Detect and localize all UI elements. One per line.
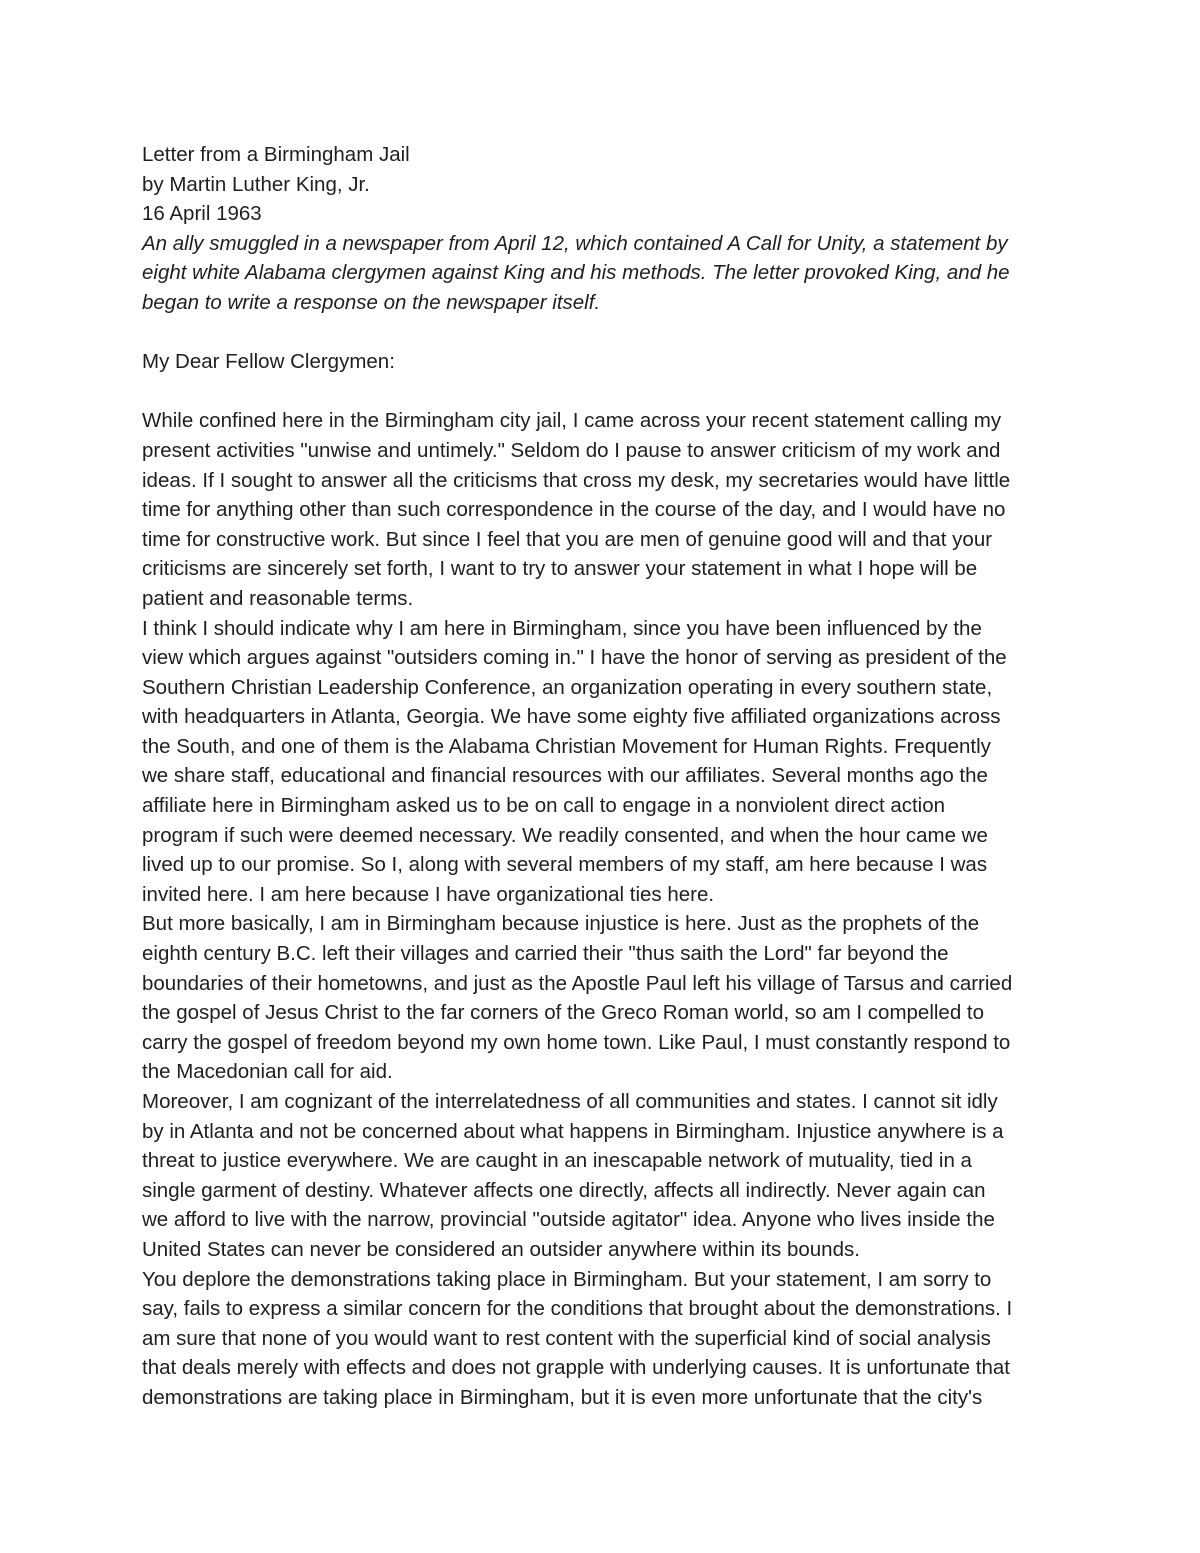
text-line: ideas. If I sought to answer all the criticisms that cross my desk, my secretaries would have little: [142, 468, 1011, 492]
text-line: say, fails to express a similar concern for the conditions that brought about the demonstrations. I: [142, 1297, 1013, 1321]
text-line: time for anything other than such correspondence in the course of the day, and I would have no: [142, 498, 1006, 522]
paragraph-5: [142, 1265, 1062, 1413]
text-line: the Macedonian call for aid.: [142, 1060, 393, 1084]
document-date: 16 April 1963: [142, 202, 262, 226]
text-line: by in Atlanta and not be concerned about what happens in Birmingham. Injustice anywhere is a: [142, 1119, 1004, 1143]
text-line: I think I should indicate why I am here in Birmingham, since you have been influenced by the: [142, 616, 982, 640]
intro-note: [142, 229, 1062, 318]
text-line: Moreover, I am cognizant of the interrelatedness of all communities and states. I cannot sit idly: [142, 1090, 998, 1113]
text-line: we afford to live with the narrow, provincial "outside agitator" idea. Anyone who lives inside the: [142, 1208, 995, 1232]
text-line: United States can never be considered an outsider anywhere within its bounds.: [142, 1237, 860, 1261]
text-line: the gospel of Jesus Christ to the far corners of the Greco Roman world, so am I compelled to: [142, 1001, 985, 1025]
text-line: affiliate here in Birmingham asked us to be on call to engage in a nonviolent direct action: [142, 794, 946, 818]
text-line: view which argues against "outsiders coming in." I have the honor of serving as president of the: [142, 646, 1007, 670]
text-line: the South, and one of them is the Alabama Christian Movement for Human Rights. Frequently: [142, 734, 991, 758]
intro-line: An ally smuggled in a newspaper from April 12, which contained A Call for Unity, a statement by: [142, 231, 1008, 255]
blank-line: [142, 377, 1062, 407]
blank-line: [142, 318, 1062, 348]
text-line: patient and reasonable terms.: [142, 586, 414, 610]
salutation: My Dear Fellow Clergymen:: [142, 350, 395, 374]
text-line: You deplore the demonstrations taking place in Birmingham. But your statement, I am sorry to: [142, 1267, 992, 1291]
text-line: threat to justice everywhere. We are caught in an inescapable network of mutuality, tied in a: [142, 1149, 972, 1173]
text-line: While confined here in the Birmingham city jail, I came across your recent statement calling my: [142, 409, 1002, 433]
text-line: that deals merely with effects and does not grapple with underlying causes. It is unfortunate that: [142, 1356, 1010, 1380]
paragraph-4: [142, 1087, 1062, 1265]
text-line: Southern Christian Leadership Conference, an organization operating in every southern state,: [142, 675, 993, 699]
paragraph-3: [142, 909, 1062, 1087]
text-line: we share staff, educational and financial resources with our affiliates. Several months ago the: [142, 764, 988, 788]
document-title: Letter from a Birmingham Jail: [142, 143, 410, 166]
text-line: program if such were deemed necessary. We readily consented, and when the hour came we: [142, 823, 988, 847]
intro-line: eight white Alabama clergymen against King and his methods. The letter provoked King, and he: [142, 261, 1010, 285]
text-line: single garment of destiny. Whatever affects one directly, affects all indirectly. Never again can: [142, 1178, 986, 1202]
text-line: with headquarters in Atlanta, Georgia. We have some eighty five affiliated organizations across: [142, 705, 1001, 729]
text-line: boundaries of their hometowns, and just as the Apostle Paul left his village of Tarsus and carried: [142, 971, 1013, 995]
text-line: present activities "unwise and untimely." Seldom do I pause to answer criticism of my work and: [142, 438, 1001, 462]
document-byline: by Martin Luther King, Jr.: [142, 172, 370, 196]
text-line: But more basically, I am in Birmingham because injustice is here. Just as the prophets of the: [142, 912, 980, 936]
text-line: criticisms are sincerely set forth, I want to try to answer your statement in what I hope will be: [142, 557, 978, 581]
text-line: am sure that none of you would want to rest content with the superficial kind of social analysis: [142, 1326, 991, 1350]
text-line: lived up to our promise. So I, along with several members of my staff, am here because I was: [142, 853, 988, 877]
intro-line: began to write a response on the newspaper itself.: [142, 290, 601, 314]
paragraph-2: [142, 614, 1062, 910]
text-line: time for constructive work. But since I feel that you are men of genuine good will and that your: [142, 527, 993, 551]
paragraph-1: [142, 406, 1062, 613]
text-line: carry the gospel of freedom beyond my own home town. Like Paul, I must constantly respond to: [142, 1030, 1011, 1054]
text-line: invited here. I am here because I have organizational ties here.: [142, 882, 715, 906]
text-line: eighth century B.C. left their villages and carried their "thus saith the Lord" far beyond the: [142, 942, 949, 966]
text-line: demonstrations are taking place in Birmingham, but it is even more unfortunate that the city's: [142, 1385, 983, 1409]
